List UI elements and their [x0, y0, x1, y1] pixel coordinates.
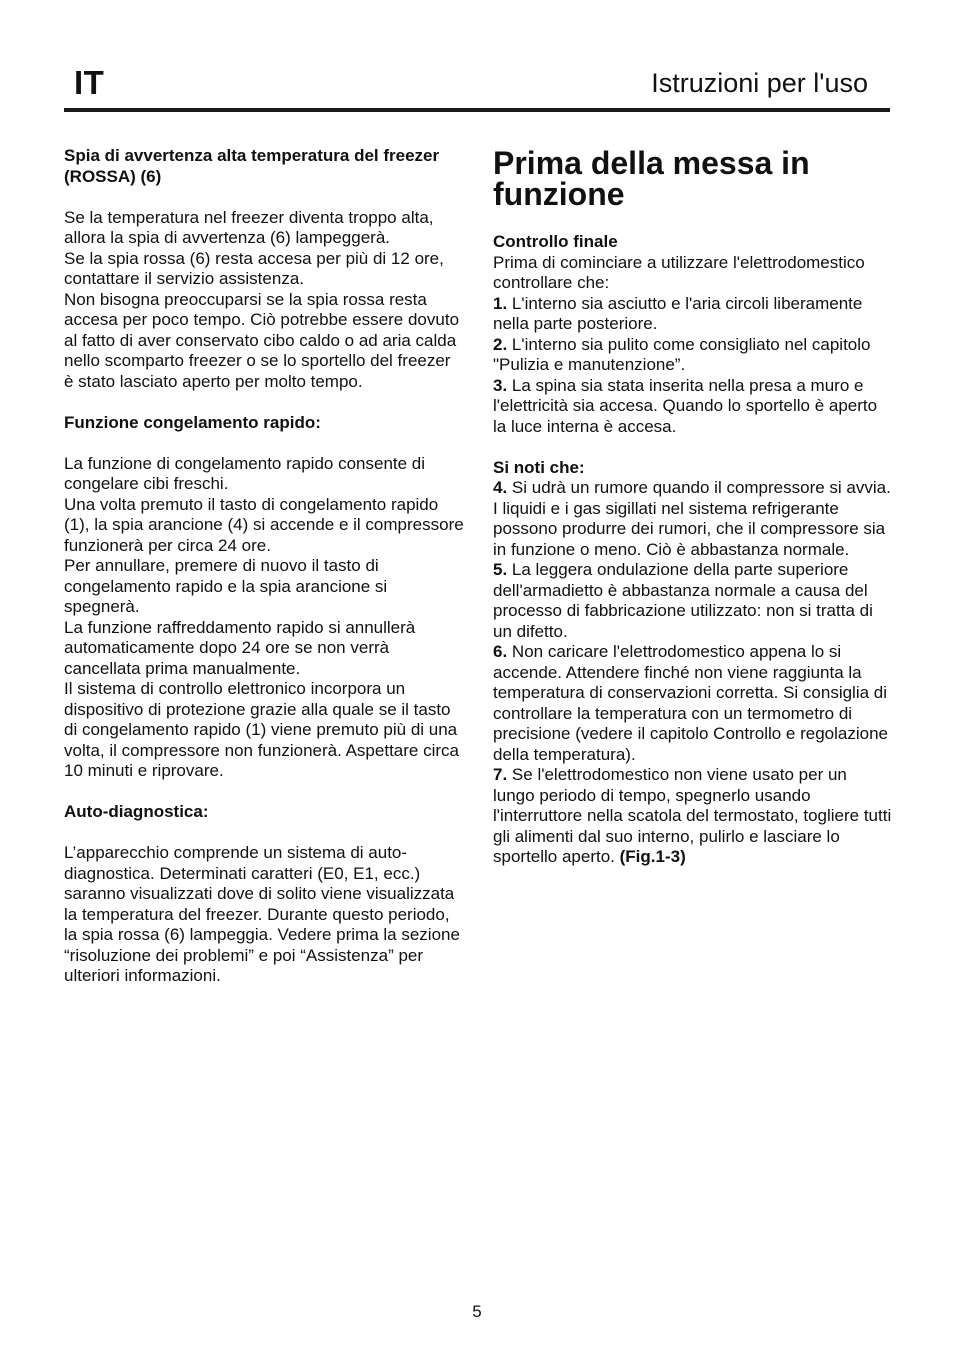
quick-freeze-paragraph: Per annullare, premere di nuovo il tasto di congelamento rapido e la spia arancione si spegnerà. — [64, 556, 388, 616]
item-text: La leggera ondulazione della parte superiore dell'armadietto è abbastanza normale a causa del processo di fabbricazione utilizzato: non si tratta di un difetto. — [493, 560, 873, 641]
note-item — [493, 478, 893, 560]
document-title: Istruzioni per l'uso — [651, 68, 868, 98]
item-number: 4. — [493, 478, 508, 497]
right-column — [493, 146, 893, 868]
language-code: IT — [74, 64, 105, 101]
warning-light-paragraph: Non bisogna preoccuparsi se la spia rossa resta accesa per poco tempo. Ciò potrebbe essere dovuto al fatto di aver conservato cibo caldo o ad aria calda nello scomparto freezer o se lo sportello del freezer è stato lasciato aperto per molto tempo. — [64, 289, 460, 391]
item-text: L'interno sia pulito come consigliato nel capitolo "Pulizia e manutenzione”. — [493, 334, 871, 374]
note-item — [493, 642, 893, 765]
item-number: 5. — [493, 560, 508, 579]
section-heading: Prima della messa in funzione — [493, 145, 810, 212]
quick-freeze-paragraph: Il sistema di controllo elettronico incorpora un dispositivo di protezione grazie alla quale se il tasto di congelamento rapido (1) viene premuto più di una volta, il compressore non funzionerà. Aspettare circa 10 minuti e riprovare. — [64, 679, 459, 780]
item-number: 2. — [493, 334, 508, 354]
note-item — [493, 765, 893, 868]
page-header — [64, 62, 890, 112]
quick-freeze-paragraph: Una volta premuto il tasto di congelamento rapido (1), la spia arancione (4) si accende e il compressore funzionerà per circa 24 ore. — [64, 494, 464, 555]
item-text: Non caricare l'elettrodomestico appena lo si accende. Attendere finché non viene raggiunta la temperatura di conservazioni corretta. Si consiglia di controllare la temperatura con un termometro di precisione (vedere il capitolo Controllo e regolazione della temperatura). — [493, 642, 889, 764]
item-number: 6. — [493, 642, 508, 661]
warning-light-paragraph: Se la temperatura nel freezer diventa troppo alta, allora la spia di avvertenza (6) lampeggerà. — [64, 207, 434, 247]
item-number: 3. — [493, 375, 508, 395]
item-text: Si udrà un rumore quando il compressore si avvia. I liquidi e i gas sigillati nel sistema refrigerante possono produrre dei rumori, che il compressore sia in funzione o meno. Ciò è abbastanza normale. — [493, 478, 891, 559]
warning-light-heading: Spia di avvertenza alta temperatura del freezer (ROSSA) (6) — [64, 146, 440, 186]
item-number: 1. — [493, 293, 508, 313]
item-text: La spina sia stata inserita nella presa a muro e l'elettricità sia accesa. Quando lo sportello è aperto la luce interna è accesa. — [493, 375, 878, 436]
note-item — [493, 560, 893, 642]
left-column — [64, 146, 464, 987]
final-check-intro: Prima di cominciare a utilizzare l'elettrodomestico controllare che: — [493, 252, 865, 292]
page-number: 5 — [472, 1302, 482, 1321]
quick-freeze-paragraph: La funzione di congelamento rapido consente di congelare cibi freschi. — [64, 453, 426, 493]
checklist-item — [493, 376, 893, 438]
checklist-item — [493, 294, 893, 335]
figure-reference: (Fig.1-3) — [619, 847, 686, 866]
quick-freeze-heading: Funzione congelamento rapido: — [64, 412, 321, 432]
final-check-heading: Controllo finale — [493, 232, 618, 251]
item-number: 7. — [493, 765, 508, 784]
item-text: L'interno sia asciutto e l'aria circoli liberamente nella parte posteriore. — [493, 293, 863, 333]
warning-light-paragraph: Se la spia rossa (6) resta accesa per più di 12 ore, contattare il servizio assistenza. — [64, 248, 444, 288]
checklist-item — [493, 335, 893, 376]
self-diagnostics-heading: Auto-diagnostica: — [64, 802, 209, 821]
notes-heading: Si noti che: — [493, 457, 585, 477]
quick-freeze-paragraph: La funzione raffreddamento rapido si annullerà automaticamente dopo 24 ore se non verrà cancellata prima manualmente. — [64, 617, 416, 678]
self-diagnostics-paragraph: L’apparecchio comprende un sistema di auto-diagnostica. Determinati caratteri (E0, E1, ecc.) saranno visualizzati dove di solito viene visualizzata la temperatura del freezer. Durante questo periodo, la spia rossa (6) lampeggia. Vedere prima la sezione “risoluzione dei problemi” e poi “Assistenza” per ulteriori informazioni. — [64, 843, 460, 985]
item-text: Se l'elettrodomestico non viene usato per un lungo periodo di tempo, spegnerlo usando l'interruttore nella scatola del termostato, togliere tutti gli alimenti dal suo interno, pulirlo e lasciare lo sportello aperto. — [493, 765, 892, 866]
